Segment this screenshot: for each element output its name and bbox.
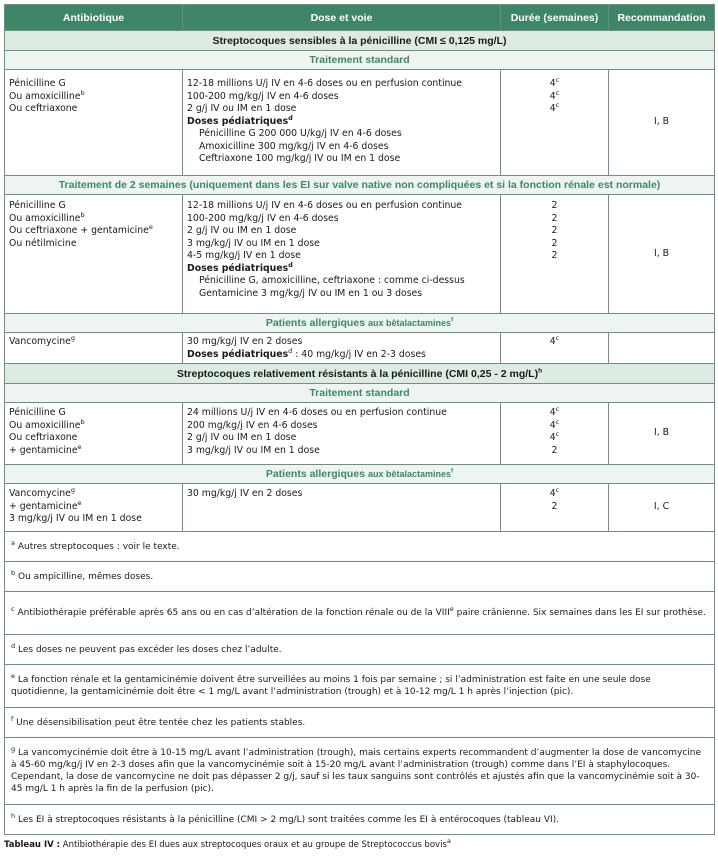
pediatric-line: Pénicilline G, amoxicilline, ceftriaxone : comme ci-dessus (199, 275, 465, 286)
subsection-title: Traitement standard (5, 384, 715, 403)
footnote-ref: c (555, 75, 560, 84)
antibiotic-name: Ou ceftriaxone (9, 432, 78, 443)
duration-value: 4 (549, 103, 556, 114)
antibiotic-name: 3 mg/kg/j IV ou IM en 1 dose (9, 513, 142, 524)
recommendation-cell: I, B (609, 195, 715, 314)
footnote-row (5, 708, 715, 738)
dose-line: 3 mg/kg/j IV ou IM en 1 dose (187, 444, 320, 456)
duration-value: 4 (549, 407, 556, 418)
duration-value: 2 (551, 444, 558, 456)
footnote: $^h$ Les EI à streptocoques résistants à la pénicilline (CMI > 2 mg/L) sont traitées comme les EI à entérocoques (tableau VI). (5, 805, 715, 835)
recommendation-cell: I, B (609, 403, 715, 465)
footnote: $^e$ La fonction rénale et la gentamicinémie doivent être surveillées au moins 1 fois par semaine ; si l’administration est faite en une seule dose quotidienne, la gentamicinémie doit être < 1 mg/L avant l’administration (trough) et à 10-12 mg/L 1 h après l’injection (pic). (5, 665, 715, 708)
table-wrapper (4, 4, 714, 835)
antibiotic-name: + gentamicine (9, 500, 78, 512)
duration-value: 2 (551, 500, 558, 512)
subsection-title: Traitement de 2 semaines (uniquement dans les EI sur valve native non compliquées et si la fonction rénale est normale) (5, 176, 715, 195)
section-title: Streptocoques sensibles à la pénicilline (CMI ≤ 0,125 mg/L) (5, 31, 715, 51)
footnote-row (5, 635, 715, 665)
dose-line: 100-200 mg/kg/j IV en 4-6 doses (187, 212, 339, 224)
footnote: $^c$ Antibiothérapie préférable après 65 ans ou en cas d’altération de la fonction rénale ou de la VIIIe paire crânienne. Six semaines dans les EI sur prothèse. (5, 592, 715, 635)
duration-value: 4 (549, 90, 556, 102)
subsection-row (5, 384, 715, 403)
footnote-ref: f (451, 467, 454, 475)
subsection-row (5, 314, 715, 333)
footnote-ref: a (446, 837, 451, 846)
antibiotic-cell (5, 484, 183, 532)
subsection-title: Traitement standard (5, 51, 715, 70)
footnote-text: La vancomycinémie doit être à 10-15 mg/L avant l’administration (trough), mais certains experts recommandent d’augmenter la dose de vancomycine à 45-60 mg/kg/j IV en 2-3 doses afin que la vancomycinémie soit à 15-20 mg/L avant l’administration (trough) comme dans l’EI à staphylocoques. Cependant, la dose de vancomycine ne doit pas dépasser 2 g/j, sauf si les taux sanguins sont contrôlés et ajustés afin que la vancomycinémie soit à 30-45 mg/L 1 h après la fin de la perfusion (pic). (11, 748, 702, 794)
col-header-antibiotique: Antibiotique (5, 5, 183, 31)
footnote-ref: c (555, 404, 560, 413)
antibiotic-name: Pénicilline G (9, 407, 66, 418)
col-header-dose: Dose et voie (183, 5, 501, 31)
pediatric-title: Doses pédiatriques (187, 348, 289, 360)
antibiotic-name: Ou ceftriaxone (9, 103, 78, 114)
dose-line: 2 g/j IV ou IM en 1 dose (187, 432, 297, 443)
dose-line: 2 g/j IV ou IM en 1 dose (187, 103, 297, 114)
footnote-ref: b (80, 88, 85, 97)
footnote-row (5, 532, 715, 562)
footnote-text: Antibiothérapie préférable après 65 ans ou en cas d’altération de la fonction rénale ou de la VIII (17, 608, 450, 618)
col-header-recommandation: Recommandation (609, 5, 715, 31)
dose-line: 100-200 mg/kg/j IV en 4-6 doses (187, 90, 339, 102)
duration-value: 4 (549, 336, 556, 347)
dose-line: 12-18 millions U/j IV en 4-6 doses ou en perfusion continue (187, 78, 463, 89)
subsection-row (5, 176, 715, 195)
antibiotic-cell (5, 333, 183, 364)
pediatric-title: Doses pédiatriques (187, 262, 289, 274)
antibiotic-cell (5, 195, 183, 314)
recommendation-cell (609, 333, 715, 364)
dose-line: 24 millions U/j IV en 4-6 doses ou en perfusion continue (187, 407, 447, 418)
caption-label: Tableau IV : (4, 840, 61, 850)
footnote-ref: f (451, 316, 454, 324)
header-row (5, 5, 715, 31)
antibiotic-name: Ou amoxicilline (9, 419, 81, 431)
footnote-ref: e (148, 222, 153, 231)
dose-line: 200 mg/kg/j IV en 4-6 doses (187, 419, 318, 431)
footnote-ref: b (80, 210, 85, 219)
pediatric-line: Pénicilline G 200 000 U/kg/j IV en 4-6 doses (199, 128, 402, 139)
footnote-ref: d (288, 346, 293, 355)
footnote-ref: g (70, 485, 76, 494)
subsection-row (5, 465, 715, 484)
footnote: $^b$ Ou ampicilline, mêmes doses. (5, 562, 715, 592)
antibiotic-name: Pénicilline G (9, 78, 66, 89)
duration-value: 4 (549, 78, 556, 89)
subsection-title-main: Patients allergiques (265, 468, 366, 480)
dose-line: 4-5 mg/kg/j IV en 1 dose (187, 250, 301, 261)
dose-line: 3 mg/kg/j IV ou IM en 1 dose (187, 237, 320, 249)
footnote-row (5, 592, 715, 635)
footnote-text: La fonction rénale et la gentamicinémie doivent être surveillées au moins 1 fois par semaine ; si l’administration est faite en une seule dose quotidienne, la gentamicinémie doit être < 1 mg/L avant l’administration (trough) et à 10-12 mg/L 1 h après l’injection (pic). (11, 675, 651, 697)
duration-value: 2 (551, 225, 558, 236)
duration-value: 4 (549, 419, 556, 431)
footnote: $^a$ Autres streptocoques : voir le texte. (5, 532, 715, 562)
dose-cell (183, 484, 501, 532)
footnote-ref: g (70, 333, 76, 342)
footnote-ref: c (555, 417, 560, 426)
antibiotic-name: Ou amoxicilline (9, 212, 81, 224)
dose-line: 30 mg/kg/j IV en 2 doses (187, 336, 303, 347)
footnote-ref: c (555, 429, 560, 438)
dose-line: 30 mg/kg/j IV en 2 doses (187, 488, 303, 499)
dose-cell (183, 333, 501, 364)
table-row (5, 333, 715, 364)
antibiotic-name: Vancomycine (9, 488, 71, 499)
section-title-row (5, 31, 715, 51)
section-title-row (5, 364, 715, 384)
footnote-ref: c (555, 100, 560, 109)
antibiotic-name: Ou amoxicilline (9, 90, 81, 102)
footnote-ref: h (538, 367, 543, 374)
subsection-title-main: Patients allergiques (265, 317, 366, 329)
footnote-text: Une désensibilisation peut être tentée chez les patients stables. (16, 717, 306, 728)
footnote-row (5, 738, 715, 805)
footnote-ref: c (555, 485, 560, 494)
footnote-text: Les doses ne peuvent pas excéder les doses chez l’adulte. (18, 644, 282, 655)
pediatric-line: : 40 mg/kg/j IV en 2-3 doses (292, 348, 426, 360)
subsection-title-small: aux bêtalactamines (367, 469, 451, 479)
footnote-row (5, 665, 715, 708)
table-row (5, 484, 715, 532)
footnote: $^f$ Une désensibilisation peut être tentée chez les patients stables. (5, 708, 715, 738)
antibiotic-name: Ou ceftriaxone + gentamicine (9, 225, 149, 236)
pediatric-line: Gentamicine 3 mg/kg/j IV ou IM en 1 ou 3 doses (199, 287, 423, 299)
footnote-text: Les EI à streptocoques résistants à la pénicilline (CMI > 2 mg/L) sont traitées comme les EI à entérocoques (tableau VI). (18, 814, 560, 825)
table-caption (4, 837, 451, 850)
duration-value: 4 (549, 432, 556, 443)
footnote: $^g$ La vancomycinémie doit être à 10-15 mg/L avant l’administration (trough), mais certains experts recommandent d’augmenter la dose de vancomycine à 45-60 mg/kg/j IV en 2-3 doses afin que la vancomycinémie soit à 15-20 mg/L avant l’administration (trough) comme dans l’EI à staphylocoques. Cependant, la dose de vancomycine ne doit pas dépasser 2 g/j, sauf si les taux sanguins sont contrôlés et ajustés afin que la vancomycinémie soit à 30-45 mg/L 1 h après la fin de la perfusion (pic). (5, 738, 715, 805)
duration-cell (501, 70, 609, 176)
dose-cell (183, 70, 501, 176)
subsection-title-small: aux bêtalactamines (367, 318, 451, 328)
dose-line: 12-18 millions U/j IV en 4-6 doses ou en perfusion continue (187, 200, 463, 211)
duration-cell (501, 195, 609, 314)
footnote-ref: d (288, 260, 293, 269)
recommendation-cell: I, B (609, 70, 715, 176)
duration-cell (501, 333, 609, 364)
table-row (5, 70, 715, 176)
duration-value: 2 (551, 250, 558, 261)
duration-value: 2 (551, 212, 558, 224)
recommendation-cell: I, C (609, 484, 715, 532)
pediatric-line: Amoxicilline 300 mg/kg/j IV en 4-6 doses (199, 140, 389, 152)
footnote-ref: e (77, 498, 82, 507)
footnote-text: Ou ampicilline, mêmes doses. (18, 571, 154, 582)
duration-cell (501, 403, 609, 465)
subsection-title (5, 314, 715, 333)
table-row (5, 195, 715, 314)
footnote-ref: c (555, 88, 560, 97)
pediatric-line: Ceftriaxone 100 mg/kg/j IV ou IM en 1 dose (199, 153, 401, 164)
section-title (5, 364, 715, 384)
dose-line: 2 g/j IV ou IM en 1 dose (187, 225, 297, 236)
antibiotic-cell (5, 403, 183, 465)
dose-cell (183, 195, 501, 314)
antibiotic-name: Vancomycine (9, 336, 71, 347)
table-row (5, 403, 715, 465)
footnote-ref: b (80, 417, 85, 426)
caption-text: Antibiothérapie des EI dues aux streptocoques oraux et au groupe de Streptococcus bovis (60, 840, 447, 850)
section-title-text: Streptocoques relativement résistants à la pénicilline (CMI 0,25 - 2 mg/L) (176, 367, 539, 380)
antibiotic-table (4, 4, 715, 835)
footnote-text: paire crânienne. Six semaines dans les EI sur prothèse. (453, 608, 706, 618)
antibiotic-name: Ou nétilmicine (9, 237, 77, 249)
antibiotic-name: Pénicilline G (9, 200, 66, 211)
duration-value: 2 (551, 237, 558, 249)
footnote-row (5, 805, 715, 835)
footnote-text: Autres streptocoques : voir le texte. (17, 541, 180, 552)
duration-value: 2 (551, 200, 558, 211)
pediatric-title: Doses pédiatriques (187, 115, 289, 127)
dose-cell (183, 403, 501, 465)
footnote-row (5, 562, 715, 592)
col-header-duree: Durée (semaines) (501, 5, 609, 31)
subsection-row (5, 51, 715, 70)
duration-cell (501, 484, 609, 532)
antibiotic-cell (5, 70, 183, 176)
footnote-ref: e (77, 442, 82, 451)
duration-value: 4 (549, 488, 556, 499)
footnote: $^d$ Les doses ne peuvent pas excéder les doses chez l’adulte. (5, 635, 715, 665)
footnote-ref: c (555, 333, 560, 342)
footnote-ref: d (288, 113, 293, 122)
antibiotic-name: + gentamicine (9, 444, 78, 456)
subsection-title (5, 465, 715, 484)
